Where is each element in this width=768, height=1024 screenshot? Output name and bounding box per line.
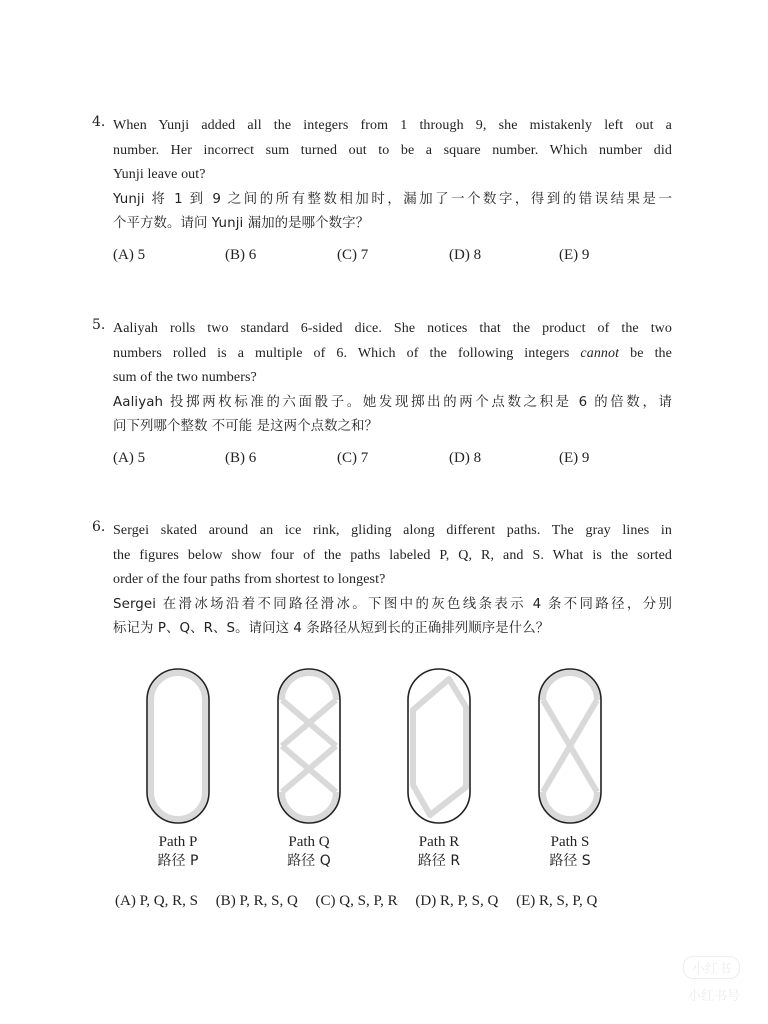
- choice-b[interactable]: (B) P, R, S, Q: [215, 893, 298, 909]
- choice-e[interactable]: (E) R, S, P, Q: [516, 893, 598, 909]
- choice-e[interactable]: (E) 9: [559, 449, 590, 466]
- problem-4: [92, 114, 672, 269]
- problem-text-cn: [113, 188, 672, 237]
- choice-e[interactable]: (E) 9: [559, 246, 590, 263]
- choice-a[interactable]: (A) P, Q, R, S: [115, 893, 198, 909]
- problem-number: 5.: [92, 317, 106, 333]
- problem-5: [92, 317, 672, 472]
- text-line: Sergei skated around an ice rink, gliding along different paths. The gray lines in: [113, 523, 672, 538]
- problem-6: [92, 519, 672, 642]
- figure-label-cn: 路径 R: [417, 853, 461, 869]
- text-line: 问下列哪个整数 不可能 是这两个点数之和？: [113, 419, 379, 434]
- figure-label-en: Path R: [418, 834, 460, 850]
- text-line: numbers rolled is a multiple of 6. Which of the following integers cannot be the: [113, 345, 672, 361]
- choice-a[interactable]: (A) 5: [113, 449, 146, 466]
- choice-b[interactable]: (B) 6: [225, 246, 257, 263]
- choice-b[interactable]: (B) 6: [225, 449, 257, 466]
- rink-path-s-icon: [535, 665, 605, 827]
- answer-choices: [113, 450, 672, 472]
- path-figures: [130, 665, 650, 880]
- text-line: Sergei 在滑冰场沿着不同路径滑冰。下图中的灰色线条表示 4 条不同路径，分别: [113, 596, 672, 612]
- choice-a[interactable]: (A) 5: [113, 246, 146, 263]
- problem-text-cn: [113, 391, 672, 440]
- text-line: number. Her incorrect sum turned out to be a square number. Which number did: [113, 142, 672, 158]
- text-line: Yunji 将 1 到 9 之间的所有整数相加时，漏加了一个数字，得到的错误结果是一: [113, 191, 672, 207]
- problem-text-en: [113, 519, 672, 593]
- choice-c[interactable]: (C) 7: [337, 246, 369, 263]
- choice-c[interactable]: (C) Q, S, P, R: [315, 893, 398, 909]
- figure-label-en: Path P: [158, 834, 198, 850]
- rink-path-q-icon: [274, 665, 344, 827]
- rink-path-r-icon: [404, 665, 474, 827]
- watermark-text: 小红书号: [687, 989, 740, 1004]
- figure-path-s: [520, 665, 620, 871]
- figure-label-en: Path S: [550, 834, 590, 850]
- text-line: When Yunji added all the integers from 1 through 9, she mistakenly left out a: [113, 118, 672, 133]
- text-line: Aaliyah rolls two standard 6-sided dice. She notices that the product of the two: [113, 321, 672, 336]
- problem-number: 4.: [92, 114, 106, 130]
- figure-path-q: [259, 665, 359, 871]
- choice-d[interactable]: (D) 8: [449, 246, 482, 263]
- text-line: Aaliyah 投掷两枚标准的六面骰子。她发现掷出的两个点数之积是 6 的倍数，请: [113, 394, 672, 410]
- watermark: [683, 956, 740, 1004]
- problem-text-en: [113, 317, 672, 391]
- choice-d[interactable]: (D) R, P, S, Q: [415, 893, 499, 909]
- answer-choices-problem-6: [115, 893, 611, 910]
- figure-label-cn: 路径 Q: [287, 853, 331, 869]
- problem-text-cn: [113, 593, 672, 642]
- rink-path-p-icon: [143, 665, 213, 827]
- problem-text-en: [113, 114, 672, 188]
- watermark-badge: 小红书: [683, 956, 740, 979]
- text-line: the figures below show four of the paths labeled P, Q, R, and S. What is the sorted: [113, 547, 672, 563]
- figure-label-cn: 路径 P: [157, 853, 199, 869]
- emphasis-cannot: cannot: [580, 345, 620, 361]
- text-line: order of the four paths from shortest to longest?: [113, 572, 386, 587]
- figure-path-p: [128, 665, 228, 871]
- choice-d[interactable]: (D) 8: [449, 449, 482, 466]
- text-line: Yunji leave out?: [113, 167, 206, 182]
- text-line: sum of the two numbers?: [113, 370, 257, 385]
- text-line: 个平方数。请问 Yunji 漏加的是哪个数字？: [113, 216, 370, 231]
- figure-path-r: [389, 665, 489, 871]
- figure-label-cn: 路径 S: [549, 853, 591, 869]
- text-line: 标记为 P、Q、R、S。请问这 4 条路径从短到长的正确排列顺序是什么？: [113, 621, 550, 636]
- answer-choices: [113, 247, 672, 269]
- figure-label-en: Path Q: [288, 834, 330, 850]
- choice-c[interactable]: (C) 7: [337, 449, 369, 466]
- problem-number: 6.: [92, 519, 106, 535]
